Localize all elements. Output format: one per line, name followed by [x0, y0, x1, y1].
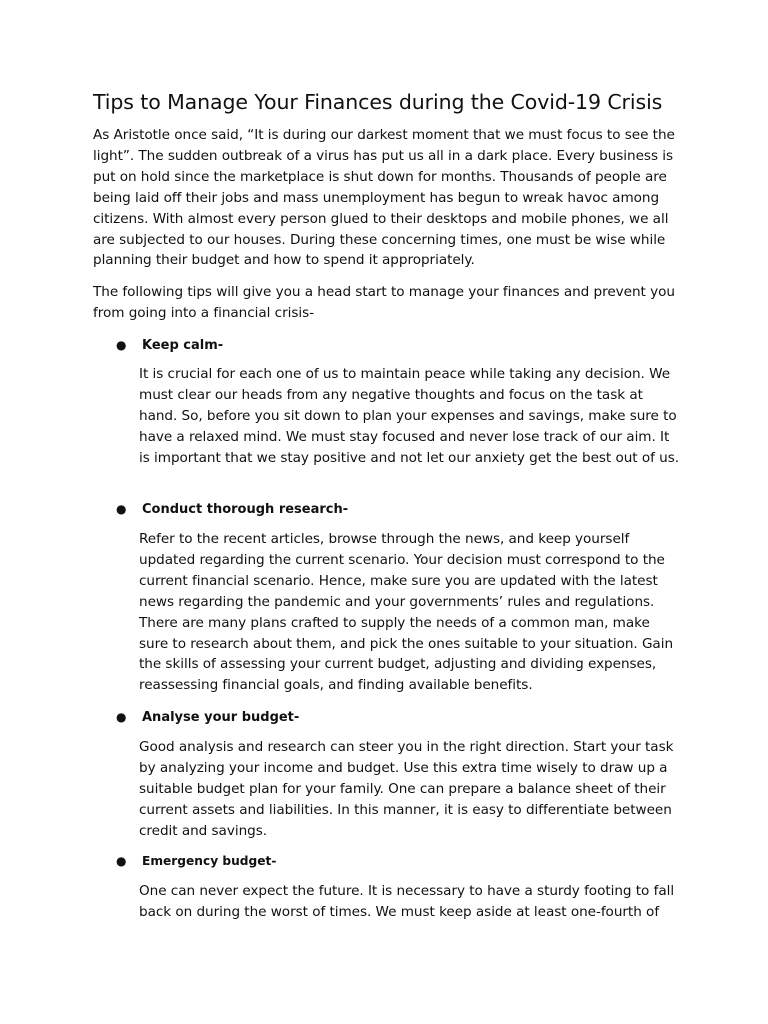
tip-body-analyse-budget: Good analysis and research can steer you in the right direction. Start your task by analyzing your income and budget. Use this extra time wisely to draw up a suitable budget plan for your family. One can prepare a balance sheet of their current assets and liabilities. In this manner, it is easy to differentiate between credit and savings. [139, 739, 674, 839]
tip-heading-label: Conduct thorough research- [142, 502, 349, 517]
tip-heading-label: Analyse your budget- [142, 710, 300, 725]
bullet-dot-icon: ● [116, 854, 127, 868]
tip-body-keep-calm: It is crucial for each one of us to maintain peace while taking any decision. We must clear our heads from any negative thoughts and focus on the task at hand. So, before you sit down to plan your expenses and savings, make sure to have a relaxed mind. We must stay focused and never lose track of our aim. It is important that we stay positive and not let our anxiety get the best out of us. [139, 366, 680, 466]
tip-heading-research [116, 500, 676, 519]
tip-body-emergency-budget: One can never expect the future. It is necessary to have a sturdy footing to fall back on during the worst of times. We must keep aside at least one-fourth of [139, 883, 675, 920]
lead-paragraph: The following tips will give you a head start to manage your finances and prevent you from going into a financial crisis- [93, 284, 675, 321]
bullet-dot-icon: ● [116, 338, 127, 352]
tip-heading-label: Keep calm- [142, 338, 224, 353]
tip-body-research: Refer to the recent articles, browse through the news, and keep yourself updated regarding the current scenario. Your decision must correspond to the current financial scenario. Hence, make sure you are updated with the latest news regarding the pandemic and your governments’ rules and regulations. There are many plans crafted to supply the needs of a common man, make sure to research about them, and pick the ones suitable to your situation. Gain the skills of assessing your current budget, adjusting and dividing expenses, reassessing financial goals, and finding available benefits. [139, 531, 674, 694]
bullet-dot-icon: ● [116, 502, 127, 516]
intro-paragraph: As Aristotle once said, “It is during our darkest moment that we must focus to see the light”. The sudden outbreak of a virus has put us all in a dark place. Every business is put on hold since the marketplace is shut down for months. Thousands of people are being laid off their jobs and mass unemployment has begun to wreak havoc among citizens. With almost every person glued to their desktops and mobile phones, we all are subjected to our houses. During these concerning times, one must be wise while planning their budget and how to spend it appropriately. [93, 127, 675, 269]
tip-heading-keep-calm [116, 336, 676, 355]
bullet-dot-icon: ● [116, 710, 127, 724]
tip-heading-analyse-budget [116, 708, 676, 727]
document-title: Tips to Manage Your Finances during the Covid-19 Crisis [93, 90, 663, 114]
tip-heading-emergency-budget [116, 852, 676, 870]
tip-heading-label: Emergency budget- [142, 854, 277, 868]
